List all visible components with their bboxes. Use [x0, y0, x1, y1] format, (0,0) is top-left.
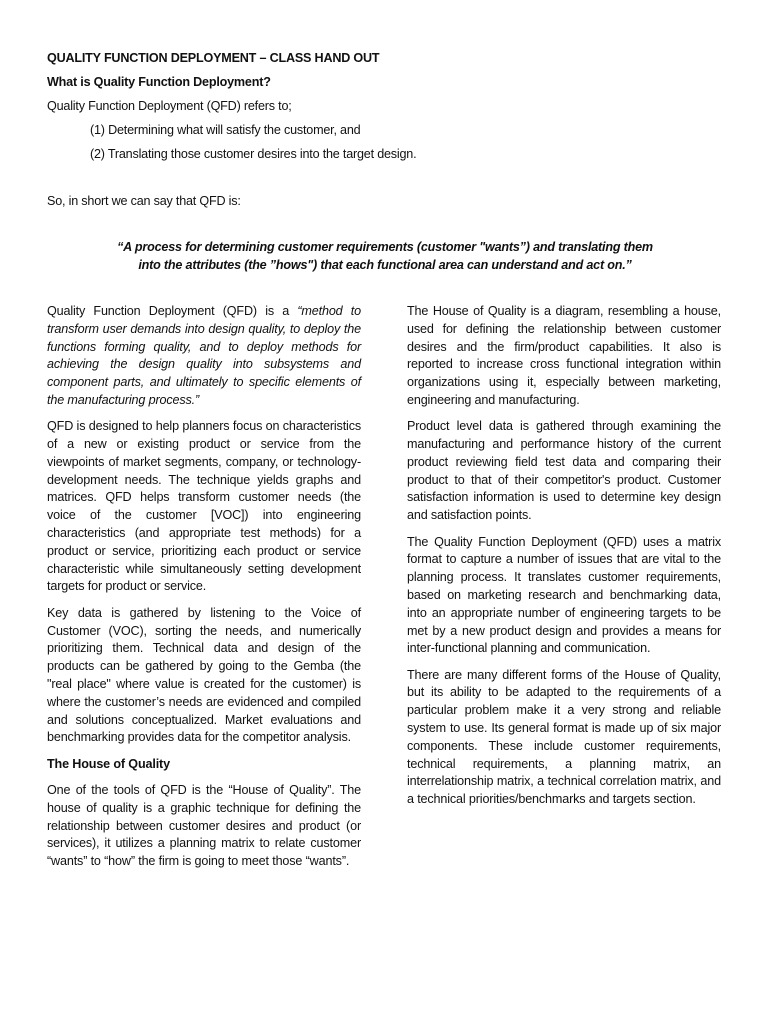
section-question: What is Quality Function Deployment?	[47, 75, 271, 89]
summary-text: So, in short we can say that QFD is:	[47, 194, 241, 208]
paragraph-text: Quality Function Deployment (QFD) is a	[47, 304, 298, 318]
quote-line: into the attributes (the ”hows") that each functional area can understand and act on.”	[138, 258, 632, 272]
section-heading: The House of Quality	[47, 756, 170, 771]
paragraph: The House of Quality is a diagram, resembling a house, used for defining the relationship between customer desires and the firm/product capabilities. It also is reported to increase cross functional integration within organizations using it, especially between marketing, engineering and manufacturing.	[407, 304, 721, 407]
quote-line: “A process for determining customer requirements (customer "wants”) and translating them	[117, 240, 653, 254]
list-item: (2) Translating those customer desires into the target design.	[90, 147, 417, 161]
paragraph: Key data is gathered by listening to the Voice of Customer (VOC), sorting the needs, and numerically prioritizing them. Technical data and design of the products can be gathered by going to the Gemba (the "real place" where value is created for the customer) is where the customer’s needs are evidenced and compiled and solutions conceptualized. Market evaluations and benchmarking provides data for the competitor analysis.	[47, 605, 361, 745]
paragraph: There are many different forms of the House of Quality, but its ability to be adapted to the requirements of a particular problem make it a very strong and reliable system to use. Its general format is made up of six major components. These include customer requirements, technical requirements, a planning matrix, an interrelationship matrix, a technical correlation matrix, and a technical priorities/benchmarks and targets section.	[407, 667, 721, 807]
paragraph: Product level data is gathered through examining the manufacturing and performance history of the current product reviewing field test data and comparing their product to that of their competitor's product. Customer satisfaction information is used to determine key design and satisfaction points.	[407, 419, 721, 523]
paragraph: The Quality Function Deployment (QFD) uses a matrix format to capture a number of issues that are vital to the planning process. It translates customer requirements, based on marketing research and benchmarking data, into an appropriate number of engineering targets to be met by a new product design and provides a means for inter-functional planning and communication.	[407, 534, 721, 656]
paragraph	[47, 303, 361, 410]
document-header	[47, 50, 727, 217]
intro-text: Quality Function Deployment (QFD) refers to;	[47, 99, 292, 113]
paragraph: One of the tools of QFD is the “House of Quality”. The house of quality is a graphic technique for defining the relationship between customer desires and product (or services), it utilizes a planning matrix to relate customer “wants” to “how” the firm is going to meet those “wants”.	[47, 782, 361, 869]
document-title: QUALITY FUNCTION DEPLOYMENT – CLASS HAND OUT	[47, 51, 380, 65]
left-column	[47, 303, 361, 879]
paragraph: QFD is designed to help planners focus on characteristics of a new or existing product or service from the viewpoints of market segments, company, or technology-development needs. The technique yields graphs and matrices. QFD helps transform customer needs (the voice of the customer [VOC]) into engineering characteristics (and appropriate test methods) for a product or service, prioritizing each product or service characteristic while simultaneously setting development targets for product or service.	[47, 419, 361, 594]
right-column	[407, 303, 721, 818]
paragraph-italic-quote: “method to transform user demands into design quality, to deploy the functions forming quality, and to deploy methods for achieving the design quality into subsystems and component parts, and ultimately to specific elements of the manufacturing process.”	[47, 304, 362, 407]
definition-quote	[60, 238, 710, 274]
list-item: (1) Determining what will satisfy the customer, and	[90, 123, 361, 137]
